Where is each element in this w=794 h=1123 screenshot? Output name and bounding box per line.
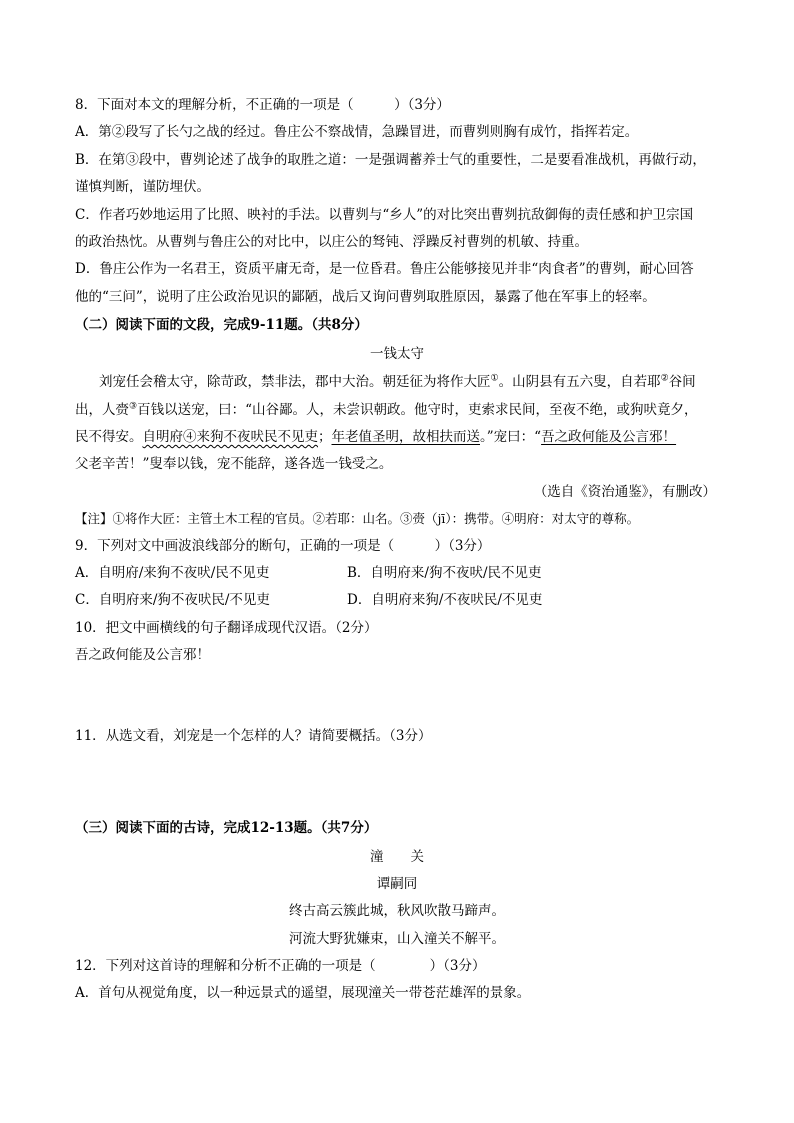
underlined-sentence-1: 年老值圣明，故相扶而送 <box>331 429 480 445</box>
poem-line1: 终古高云簇此城，秋风吹散马蹄声。 <box>289 903 505 919</box>
passage-line4: 父老辛苦！”叟奉以钱，宠不能辞，遂各选一钱受之。 <box>75 456 393 472</box>
passage-note: 【注】①将作大匠：主管土木工程的官员。②若耶：山名。③赍（jī）：携带。④明府：对太守的尊称。 <box>75 511 640 526</box>
q9-stem: 9．下列对文中画波浪线部分的断句，正确的一项是（ ）（3分） <box>75 538 491 554</box>
section3-heading: （三）阅读下面的古诗，完成12-13题。（共7分） <box>75 820 378 836</box>
q8-stem: 8．下面对本文的理解分析，不正确的一项是（ ）（3分） <box>75 97 450 113</box>
wavy-underlined-phrase: 自明府④来狗不夜吠民不见吏 <box>142 429 318 445</box>
q10-stem: 10．把文中画横线的句子翻译成现代汉语。（2分） <box>75 620 378 636</box>
passage-line2: 出，人赍③百钱以送宠，曰：“山谷鄙。人，未尝识朝政。他守时，吏索求民间，至夜不绝，或狗吠竟夕， <box>75 401 698 418</box>
q8-option-a: A．第②段写了长勺之战的经过。鲁庄公不察战情，急躁冒进，而曹刿则胸有成竹，指挥若定。 <box>75 124 639 140</box>
q9-option-b: B．自明府来/狗不夜吠/民不见吏 <box>347 565 542 581</box>
passage-line3: 民不得安。自明府④来狗不夜吠民不见吏；年老值圣明，故相扶而送。”宠曰：“吾之政何能及公言邪！ <box>75 429 677 445</box>
passage-line1: 刘宠任会稽太守，除苛政，禁非法，郡中大治。朝廷征为将作大匠①。山阴县有五六叟，自若耶②谷间 <box>99 373 696 390</box>
q11-stem: 11．从选文看，刘宠是一个怎样的人？请简要概括。（3分） <box>75 728 432 744</box>
q8-option-d-line1: D．鲁庄公作为一名君王，资质平庸无奇，是一位昏君。鲁庄公能够接见并非“肉食者”的曹刿，耐心回答 <box>75 261 694 277</box>
underlined-sentence-2: 吾之政何能及公言邪！ <box>541 429 677 445</box>
q9-option-d: D．自明府来狗/不夜吠民/不见吏 <box>347 592 543 608</box>
q8-option-c-line1: C．作者巧妙地运用了比照、映衬的手法。以曹刿与“乡人”的对比突出曹刿抗敌御侮的责任感和护卫宗国 <box>75 207 694 223</box>
passage-title: 一钱太守 <box>370 346 424 362</box>
q8-option-d-line2: 他的“三问”，说明了庄公政治见识的鄙陋，战后又询问曹刿取胜原因，暴露了他在军事上的轻率。 <box>75 289 656 305</box>
q9-option-a: A．自明府/来狗不夜吠/民不见吏 <box>75 565 270 581</box>
poem-title: 潼 关 <box>370 849 424 865</box>
passage-source: （选自《资治通鉴》，有删改） <box>533 484 716 500</box>
poem-line2: 河流大野犹嫌束，山入潼关不解平。 <box>289 931 505 947</box>
q12-stem: 12．下列对这首诗的理解和分析不正确的一项是（ ）（3分） <box>75 958 486 974</box>
q8-option-c-line2: 的政治热忱。从曹刿与鲁庄公的对比中，以庄公的驽钝、浮躁反衬曹刿的机敏、持重。 <box>75 234 588 250</box>
section2-heading: （二）阅读下面的文段，完成9-11题。（共8分） <box>75 317 368 333</box>
q8-option-b-line1: B．在第③段中，曹刿论述了战争的取胜之道：一是强调蓄养士气的重要性，二是要看准战机，再做行动， <box>75 152 706 168</box>
q10-sentence: 吾之政何能及公言邪！ <box>75 647 210 663</box>
q8-option-b-line2: 谨慎判断，谨防埋伏。 <box>75 179 210 195</box>
q12-option-a: A．首句从视觉角度，以一种远景式的遥望，展现潼关一带苍茫雄浑的景象。 <box>75 985 531 1001</box>
poem-author: 谭嗣同 <box>376 876 418 892</box>
q9-option-c: C．自明府来/狗不夜吠民/不见吏 <box>75 592 270 608</box>
